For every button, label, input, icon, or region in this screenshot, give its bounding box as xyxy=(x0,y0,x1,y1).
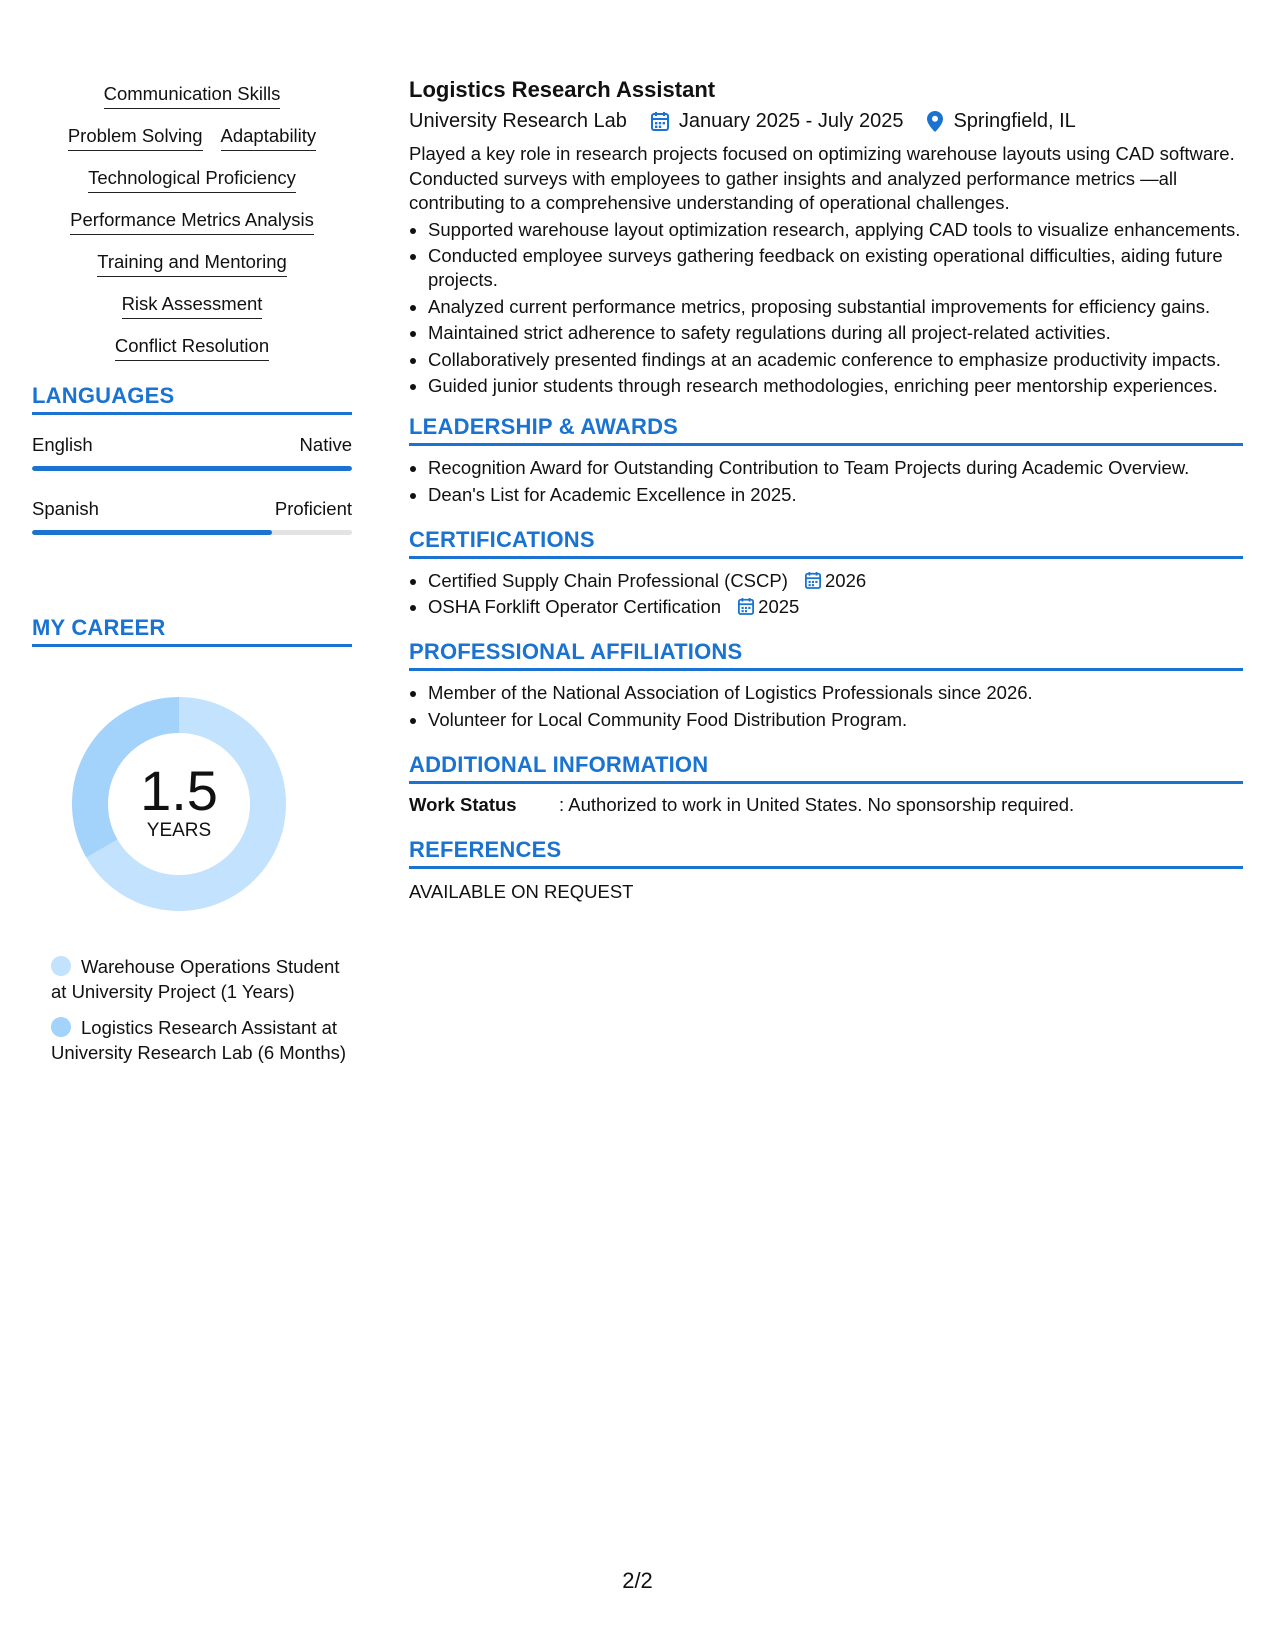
cert-year: 2025 xyxy=(758,596,800,617)
language-bar xyxy=(32,530,352,535)
job-description: Played a key role in research projects focused on optimizing warehouse layouts using CAD software. Conducted surveys with employees to gather insights and analyzed performance metrics —all contributing to a comprehensive understanding of operational challenges. xyxy=(409,143,1235,213)
list-item: • Collaboratively presented findings at an academic conference to emphasize productivity impacts. xyxy=(428,348,1243,372)
right-column xyxy=(409,76,1243,904)
career-legend xyxy=(51,955,351,1065)
list-item: • Volunteer for Local Community Food Distribution Program. xyxy=(428,708,1243,732)
list-item: • Dean's List for Academic Excellence in 2025. xyxy=(428,483,1243,507)
career-donut xyxy=(64,689,294,919)
skill-tag: Conflict Resolution xyxy=(115,334,269,361)
leadership-heading: LEADERSHIP & AWARDS xyxy=(409,414,1243,446)
skill-tag: Risk Assessment xyxy=(122,292,263,319)
certifications-heading: CERTIFICATIONS xyxy=(409,527,1243,559)
page-number: 2/2 xyxy=(622,1568,653,1593)
skill-tag: Technological Proficiency xyxy=(88,166,296,193)
skill-tag: Training and Mentoring xyxy=(97,250,287,277)
list-item xyxy=(428,569,1243,593)
leadership-section xyxy=(409,414,1243,507)
references-heading: REFERENCES xyxy=(409,837,1243,869)
list-item: • Guided junior students through research methodologies, enriching peer mentorship experiences. xyxy=(428,374,1243,398)
list-item: • Analyzed current performance metrics, proposing substantial improvements for efficiency gains. xyxy=(428,295,1243,319)
affiliations-heading: PROFESSIONAL AFFILIATIONS xyxy=(409,639,1243,671)
language-bar-fill xyxy=(32,530,272,535)
references-section xyxy=(409,837,1243,904)
work-status-label: Work Status xyxy=(409,793,517,815)
legend-label: Logistics Research Assistant at University Research Lab (6 Months) xyxy=(51,1017,347,1063)
language-name: Spanish xyxy=(32,498,99,519)
list-item: • Recognition Award for Outstanding Contribution to Team Projects during Academic Overview. xyxy=(428,456,1243,480)
career-total: 1.5 xyxy=(140,759,218,822)
skill-tag: Problem Solving xyxy=(68,124,203,151)
left-column xyxy=(32,82,352,1077)
list-item: • Member of the National Association of Logistics Professionals since 2026. xyxy=(428,681,1243,705)
job-location: Springfield, IL xyxy=(953,110,1076,132)
skill-tag: Adaptability xyxy=(221,124,317,151)
career-unit: YEARS xyxy=(146,820,212,841)
skill-tag: Performance Metrics Analysis xyxy=(70,208,314,235)
cert-name: OSHA Forklift Operator Certification xyxy=(428,596,722,617)
cert-name: Certified Supply Chain Professional (CSCP) xyxy=(428,569,788,591)
legend-dot xyxy=(51,1017,71,1037)
additional-info-section xyxy=(409,752,1243,817)
experience-entry xyxy=(409,76,1243,398)
languages-section xyxy=(32,383,352,535)
legend-label: Warehouse Operations Student at University Project (1 Years) xyxy=(51,956,340,1002)
cert-year: 2026 xyxy=(825,569,867,591)
skills-list xyxy=(32,82,352,361)
job-meta xyxy=(409,108,1243,134)
job-company: University Research Lab xyxy=(409,110,627,132)
certifications-section xyxy=(409,527,1243,620)
language-level: Native xyxy=(299,434,352,455)
language-bar xyxy=(32,466,352,471)
calendar-icon xyxy=(738,595,754,619)
affiliations-section xyxy=(409,639,1243,732)
list-item: • Supported warehouse layout optimization research, applying CAD tools to visualize enhancements. xyxy=(428,218,1243,242)
list-item xyxy=(428,595,1243,619)
language-name: English xyxy=(32,434,93,455)
calendar-icon xyxy=(805,569,821,593)
references-text: AVAILABLE ON REQUEST xyxy=(409,880,634,902)
work-status-value: : Authorized to work in United States. No sponsorship required. xyxy=(559,793,1075,815)
calendar-icon xyxy=(651,111,669,131)
language-level: Proficient xyxy=(274,498,352,519)
job-dates: January 2025 - July 2025 xyxy=(678,110,904,132)
language-item xyxy=(32,497,352,535)
job-title: Logistics Research Assistant xyxy=(409,77,716,102)
skill-tag: Communication Skills xyxy=(104,82,281,109)
legend-item xyxy=(51,1016,351,1065)
career-heading: MY CAREER xyxy=(32,615,352,647)
list-item: • Maintained strict adherence to safety regulations during all project-related activities. xyxy=(428,321,1243,345)
legend-item xyxy=(51,955,351,1004)
language-item xyxy=(32,433,352,471)
legend-dot xyxy=(51,956,71,976)
list-item: • Conducted employee surveys gathering feedback on existing operational difficulties, aiding future projects. xyxy=(428,244,1243,292)
additional-info-heading: ADDITIONAL INFORMATION xyxy=(409,752,1243,784)
location-pin-icon xyxy=(927,111,943,132)
career-section xyxy=(32,615,352,1065)
language-bar-fill xyxy=(32,466,352,471)
job-bullets xyxy=(409,218,1243,399)
languages-heading: LANGUAGES xyxy=(32,383,352,415)
